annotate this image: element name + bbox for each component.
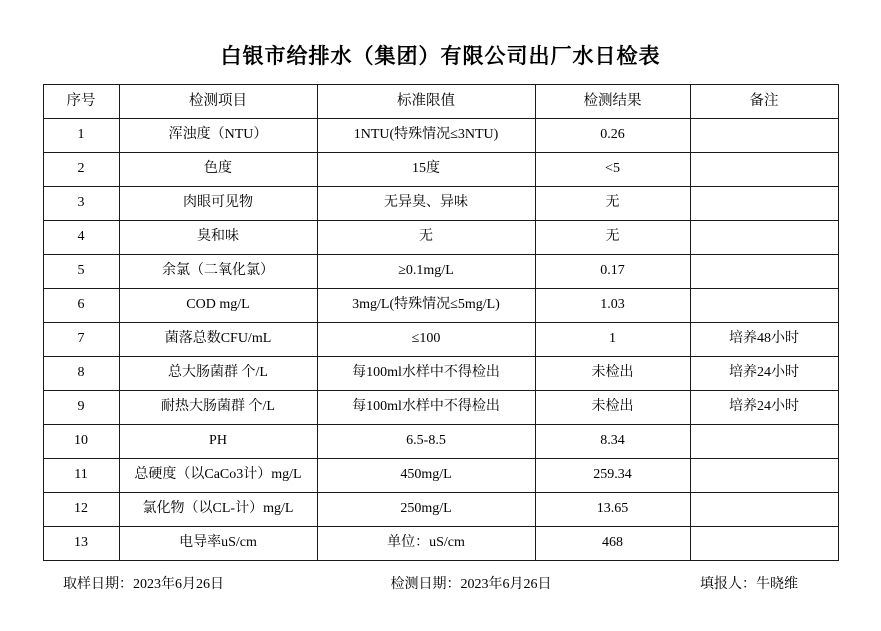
cell-index: 7 [43,323,119,357]
cell-limit: 6.5-8.5 [317,425,535,459]
cell-result: 8.34 [535,425,690,459]
cell-item: 总硬度（以CaCo3计）mg/L [119,459,317,493]
water-quality-table [43,84,839,561]
cell-item: 菌落总数CFU/mL [119,323,317,357]
table-body [43,119,838,561]
cell-result: 1.03 [535,289,690,323]
cell-index: 11 [43,459,119,493]
cell-limit: 单位：uS/cm [317,527,535,561]
cell-result: 259.34 [535,459,690,493]
cell-item: 耐热大肠菌群 个/L [119,391,317,425]
cell-item: 电导率uS/cm [119,527,317,561]
column-header-item: 检测项目 [119,85,317,119]
table-row [43,527,838,561]
cell-limit: 每100ml水样中不得检出 [317,391,535,425]
cell-result: 无 [535,221,690,255]
cell-index: 12 [43,493,119,527]
cell-limit: 250mg/L [317,493,535,527]
cell-index: 13 [43,527,119,561]
cell-item: 余氯（二氧化氯） [119,255,317,289]
cell-note: 培养24小时 [690,357,838,391]
cell-result: 468 [535,527,690,561]
table-row [43,255,838,289]
cell-note [690,459,838,493]
cell-index: 6 [43,289,119,323]
column-header-limit: 标准限值 [317,85,535,119]
cell-limit: 3mg/L(特殊情况≤5mg/L) [317,289,535,323]
cell-item: 氯化物（以CL-计）mg/L [119,493,317,527]
table-row [43,221,838,255]
cell-result: 无 [535,187,690,221]
cell-note [690,289,838,323]
cell-note [690,425,838,459]
cell-index: 2 [43,153,119,187]
table-header-row [43,85,838,119]
cell-item: 总大肠菌群 个/L [119,357,317,391]
cell-limit: 每100ml水样中不得检出 [317,357,535,391]
cell-note [690,493,838,527]
cell-result: 0.17 [535,255,690,289]
cell-note [690,119,838,153]
table-row [43,119,838,153]
page-title: 白银市给排水（集团）有限公司出厂水日检表 [220,44,661,68]
cell-note [690,187,838,221]
cell-index: 1 [43,119,119,153]
cell-item: PH [119,425,317,459]
test-date: 检测日期：2023年6月26日 [390,577,552,592]
cell-item: 浑浊度（NTU） [119,119,317,153]
cell-result: 13.65 [535,493,690,527]
table-row [43,459,838,493]
cell-index: 10 [43,425,119,459]
cell-limit: ≤100 [317,323,535,357]
cell-result: 未检出 [535,357,690,391]
cell-index: 4 [43,221,119,255]
cell-index: 8 [43,357,119,391]
cell-note [690,221,838,255]
table-row [43,289,838,323]
cell-result: 未检出 [535,391,690,425]
table-row [43,187,838,221]
cell-note: 培养24小时 [690,391,838,425]
cell-limit: ≥0.1mg/L [317,255,535,289]
cell-limit: 1NTU(特殊情况≤3NTU) [317,119,535,153]
cell-item: 色度 [119,153,317,187]
column-header-result: 检测结果 [535,85,690,119]
cell-index: 9 [43,391,119,425]
table-row [43,425,838,459]
column-header-index: 序号 [43,85,119,119]
table-row [43,391,838,425]
cell-item: COD mg/L [119,289,317,323]
reporter-name: 填报人：牛晓维 [700,577,798,592]
cell-index: 5 [43,255,119,289]
cell-result: 1 [535,323,690,357]
cell-index: 3 [43,187,119,221]
cell-note [690,527,838,561]
cell-limit: 无 [317,221,535,255]
cell-item: 肉眼可见物 [119,187,317,221]
cell-result: 0.26 [535,119,690,153]
cell-result: <5 [535,153,690,187]
cell-limit: 15度 [317,153,535,187]
sampling-date: 取样日期：2023年6月26日 [63,577,224,592]
table-row [43,323,838,357]
cell-note [690,153,838,187]
table-row [43,493,838,527]
cell-limit: 450mg/L [317,459,535,493]
table-row [43,357,838,391]
cell-item: 臭和味 [119,221,317,255]
column-header-note: 备注 [690,85,838,119]
cell-note: 培养48小时 [690,323,838,357]
table-row [43,153,838,187]
table-header [43,85,838,119]
footer [43,573,838,593]
cell-note [690,255,838,289]
cell-limit: 无异臭、异味 [317,187,535,221]
